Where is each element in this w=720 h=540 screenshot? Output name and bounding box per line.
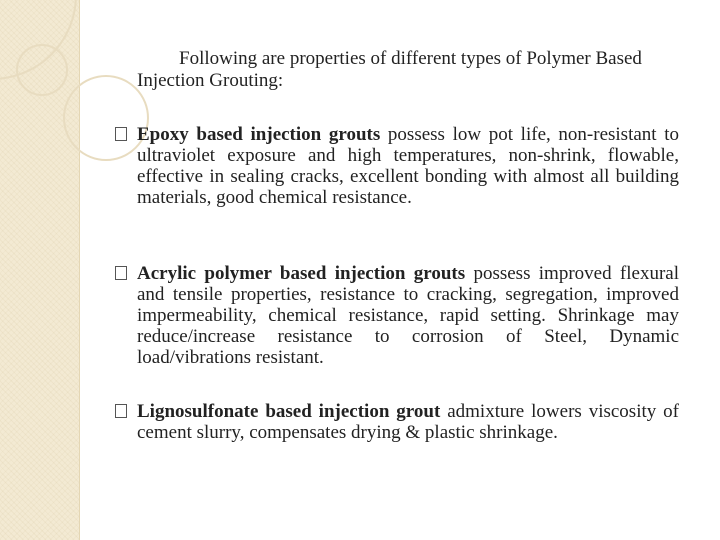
bullet-text: possess low pot life, non-resistant to ultraviolet exposure and high temperatures, non-shrink, flowable, effective in sealing cracks, excellent bonding with almost all building materials, good chemical resistance. — [137, 124, 679, 208]
bullet-text: admixture lowers viscosity of cement slurry, compensates drying & plastic shrinkage. — [137, 401, 679, 443]
bullet-text: possess improved flexural and tensile properties, resistance to cracking, segregation, improved impermeability, chemical resistance, rapid setting. Shrinkage may reduce/increase resistance to corrosion of Steel, Dynamic load/vibrations resistant. — [137, 263, 680, 368]
bullet-lignosulfonate — [137, 401, 679, 443]
bullet-term: Epoxy based injection grouts — [137, 124, 381, 145]
bullet-box-icon — [115, 404, 127, 418]
intro-paragraph: Following are properties of different types of Polymer Based Injection Grouting: — [137, 48, 642, 91]
bullet-box-icon — [115, 127, 127, 141]
bullet-term: Lignosulfonate based injection grout — [137, 401, 441, 422]
bullet-acrylic — [137, 263, 679, 368]
bullet-box-icon — [115, 266, 127, 280]
bullet-term: Acrylic polymer based injection grouts — [137, 263, 466, 284]
bullet-epoxy — [137, 124, 679, 208]
